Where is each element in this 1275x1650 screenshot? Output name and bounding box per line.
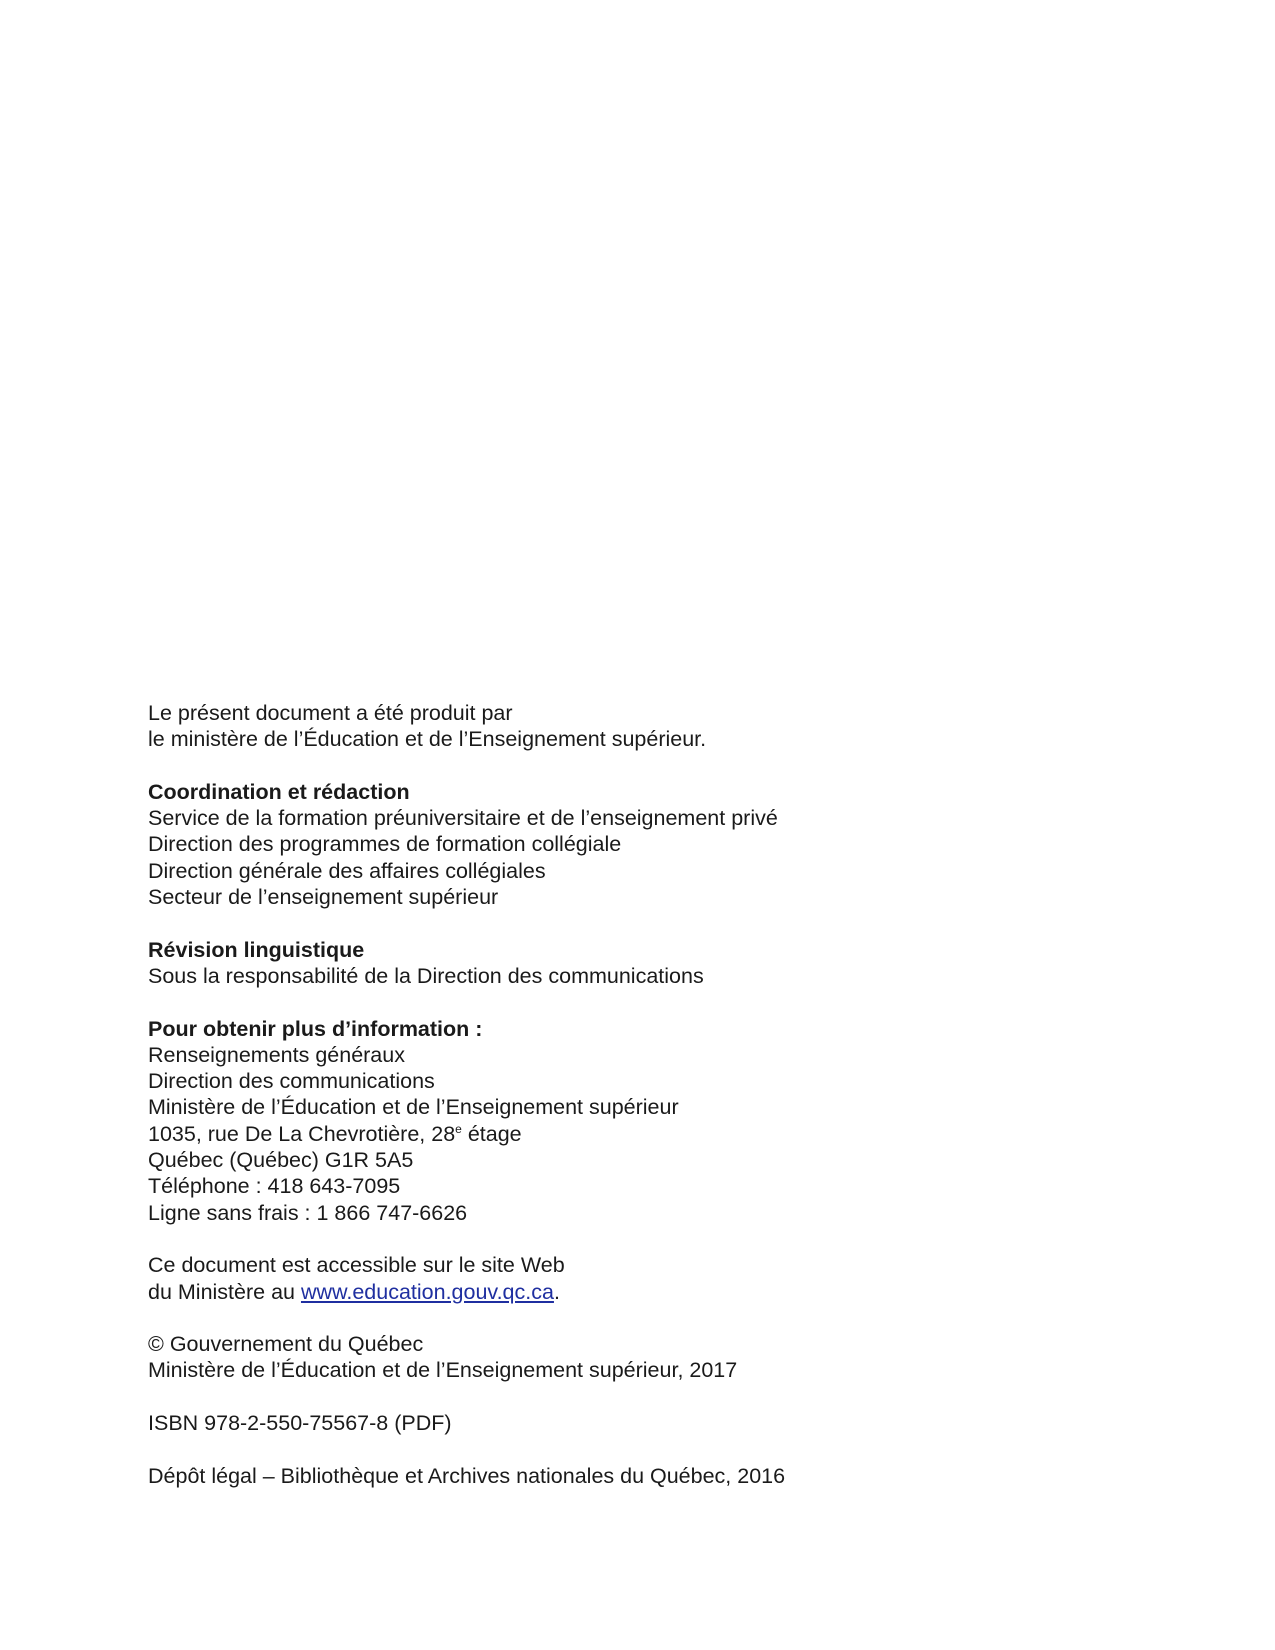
coordination-line: Secteur de l’enseignement supérieur — [148, 885, 499, 910]
spacer — [148, 910, 1148, 936]
spacer — [148, 1226, 1148, 1252]
isbn: ISBN 978-2-550-75567-8 (PDF) — [148, 1411, 452, 1436]
web-line-2 — [148, 1279, 1148, 1305]
spacer — [148, 753, 1148, 779]
info-phone: Téléphone : 418 643-7095 — [148, 1174, 401, 1199]
spacer — [148, 989, 1148, 1015]
info-heading: Pour obtenir plus d’information : — [148, 1016, 483, 1041]
web-prefix: du Ministère au — [148, 1279, 301, 1304]
colophon — [148, 700, 1148, 1489]
copyright-line-2: Ministère de l’Éducation et de l’Enseignement supérieur, 2017 — [148, 1358, 738, 1383]
spacer — [148, 1436, 1148, 1462]
info-city: Québec (Québec) G1R 5A5 — [148, 1148, 414, 1173]
copyright-line-1: © Gouvernement du Québec — [148, 1332, 424, 1357]
coordination-line: Direction générale des affaires collégiales — [148, 858, 546, 883]
intro-line-2: le ministère de l’Éducation et de l’Enseignement supérieur. — [148, 727, 707, 752]
revision-heading: Révision linguistique — [148, 937, 365, 962]
website-link[interactable]: www.education.gouv.qc.ca — [300, 1279, 554, 1304]
coordination-line: Direction des programmes de formation collégiale — [148, 832, 622, 857]
coordination-line: Service de la formation préuniversitaire et de l’enseignement privé — [148, 806, 778, 831]
coordination-heading: Coordination et rédaction — [148, 779, 410, 804]
address-floor: étage — [461, 1121, 522, 1146]
legal-deposit: Dépôt légal – Bibliothèque et Archives nationales du Québec, 2016 — [148, 1463, 786, 1488]
spacer — [148, 1305, 1148, 1331]
address-street: 1035, rue De La Chevrotière, 28 — [148, 1121, 456, 1146]
info-general: Renseignements généraux — [148, 1042, 405, 1067]
web-line-1: Ce document est accessible sur le site Web — [148, 1253, 565, 1278]
info-tollfree: Ligne sans frais : 1 866 747-6626 — [148, 1200, 468, 1225]
address-ordinal: e — [455, 1121, 462, 1136]
intro-line-1: Le présent document a été produit par — [148, 701, 513, 725]
info-address — [148, 1121, 1148, 1147]
revision-line: Sous la responsabilité de la Direction des communications — [148, 963, 704, 988]
spacer — [148, 1384, 1148, 1410]
web-suffix: . — [553, 1279, 560, 1304]
info-ministry: Ministère de l’Éducation et de l’Enseignement supérieur — [148, 1095, 679, 1120]
info-direction: Direction des communications — [148, 1069, 435, 1094]
